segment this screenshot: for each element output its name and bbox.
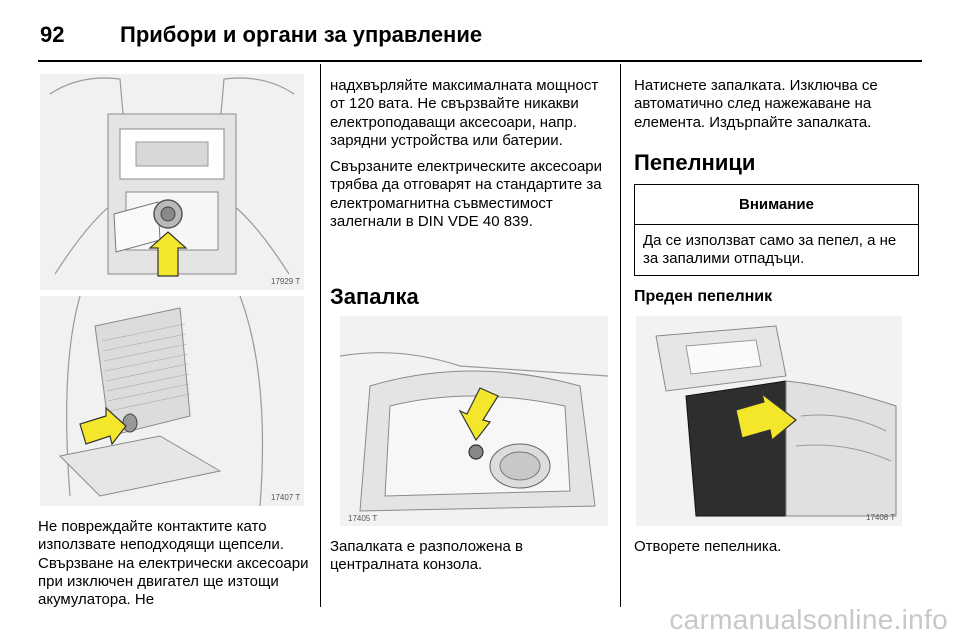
page-number: 92 (40, 22, 65, 47)
section-heading-ashtrays: Пепелници (634, 150, 756, 175)
warning-text: Да се използват само за пепел, а не за запалими отпадъци. (643, 232, 897, 268)
subheading-front-ashtray: Преден пепелник (634, 288, 773, 305)
page-header (38, 12, 922, 52)
col2-paragraph-1: надхвърляйте максималната мощност от 120 вата. Не свързвайте никакви електроподаващи аксесоари, напр. зарядни устройства или батерии. (330, 77, 599, 149)
col1-paragraph: Не повреждайте контактите като използвате неподходящи щепсели. Свързване на електрически аксесоари при изключен двигател ще изтощи акумулатора. Не (38, 518, 309, 609)
caption-lighter: Запалката е разположена в централната конзола. (330, 538, 524, 574)
section-heading-lighter: Запалка (330, 284, 419, 309)
figure-code: 17929 T (271, 277, 301, 286)
figure-code: 17405 T (348, 514, 378, 523)
header-rule (38, 60, 922, 62)
column-divider (320, 64, 321, 607)
page-title: Прибори и органи за управление (120, 22, 483, 47)
col2-text (330, 77, 612, 239)
figure-front-ashtray (636, 316, 902, 526)
column-divider (620, 64, 621, 607)
watermark: carmanualsonline.info (669, 604, 948, 635)
figure-code: 17408 T (866, 513, 896, 522)
figure-power-socket-console (40, 74, 304, 290)
warning-title: Внимание (635, 185, 918, 225)
figure-power-socket-side (40, 296, 304, 506)
figure-code: 17407 T (271, 493, 301, 502)
col3-paragraph-1: Натиснете запалката. Изключва се автоматично след нажежаване на елемента. Издърпайте запалката. (634, 77, 878, 131)
figure-cigarette-lighter (340, 316, 608, 526)
col2-paragraph-2: Свързаните електрическите аксесоари трябва да отговарят на стандартите за електромагнитна съвместимост залегнали в DIN VDE 40 839. (330, 158, 603, 231)
warning-box (634, 184, 919, 276)
caption-front-ashtray: Отворете пепелника. (634, 538, 782, 555)
